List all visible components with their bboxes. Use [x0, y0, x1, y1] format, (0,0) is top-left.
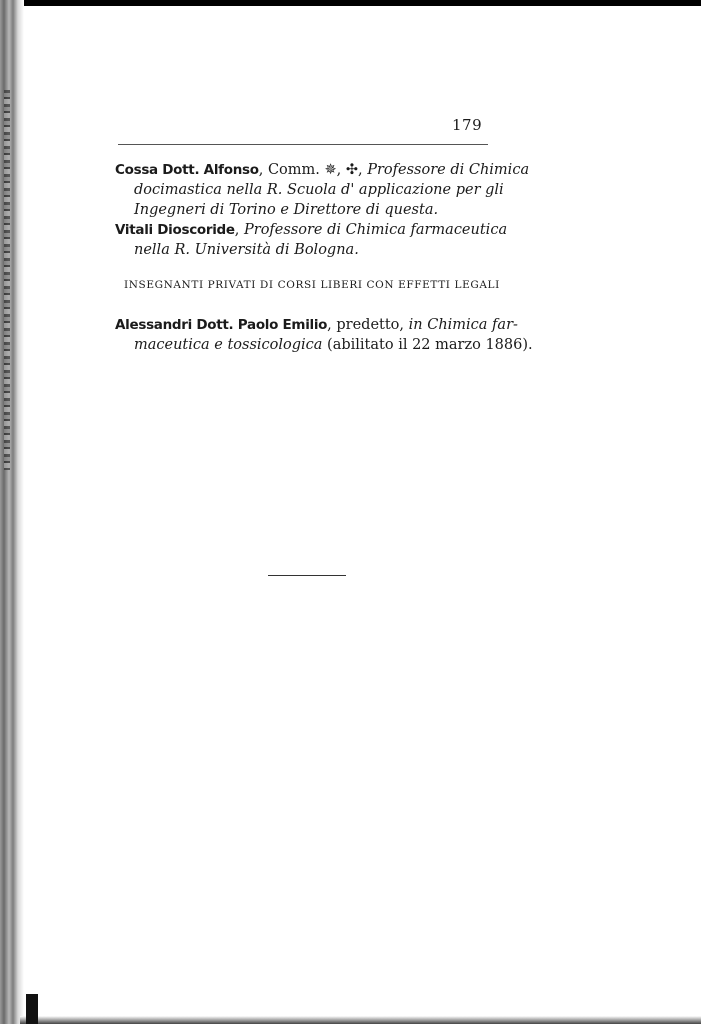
note-text: , predetto,	[327, 317, 409, 333]
header-rule	[118, 144, 488, 145]
subject-text: in Chimica far-	[408, 317, 518, 333]
person-name: Vitali Dioscoride	[115, 222, 235, 238]
scan-corner-mark	[26, 994, 38, 1024]
scan-bottom-edge	[20, 1016, 701, 1024]
entry-line	[115, 160, 530, 180]
qualification-date: (abilitato il 22 marzo 1886).	[322, 337, 533, 353]
person-name: Cossa Dott. Alfonso	[115, 162, 259, 178]
end-rule	[268, 575, 346, 576]
page-number: 179	[452, 116, 483, 134]
role-continuation: nella R. Università di Bologna.	[134, 242, 359, 258]
role-text: Professore di Chimica	[367, 162, 530, 178]
role-continuation: Ingegneri di Torino e Direttore di questa.	[134, 202, 439, 218]
honors-text: , Comm. ✵, ✣,	[258, 162, 368, 178]
role-text: Professore di Chimica farmaceutica	[244, 222, 508, 238]
section-heading: INSEGNANTI PRIVATI DI CORSI LIBERI CON EFFETTI LEGALI	[124, 279, 500, 291]
entry-cossa	[115, 160, 530, 220]
scan-binding-edge	[0, 0, 24, 1024]
entry-line	[115, 315, 518, 335]
person-name: Alessandri Dott. Paolo Emilio	[115, 317, 328, 333]
entry-alessandri	[115, 315, 533, 355]
scan-top-edge	[0, 0, 701, 6]
faculty-entries	[115, 160, 530, 260]
entry-line	[115, 220, 508, 240]
entry-line	[115, 335, 533, 355]
separator-text: ,	[234, 222, 245, 238]
entry-vitali	[115, 220, 508, 260]
subject-continuation: maceutica e tossicologica	[134, 337, 323, 353]
private-entries	[115, 315, 533, 355]
role-continuation: docimastica nella R. Scuola d' applicazione per gli	[134, 182, 504, 198]
